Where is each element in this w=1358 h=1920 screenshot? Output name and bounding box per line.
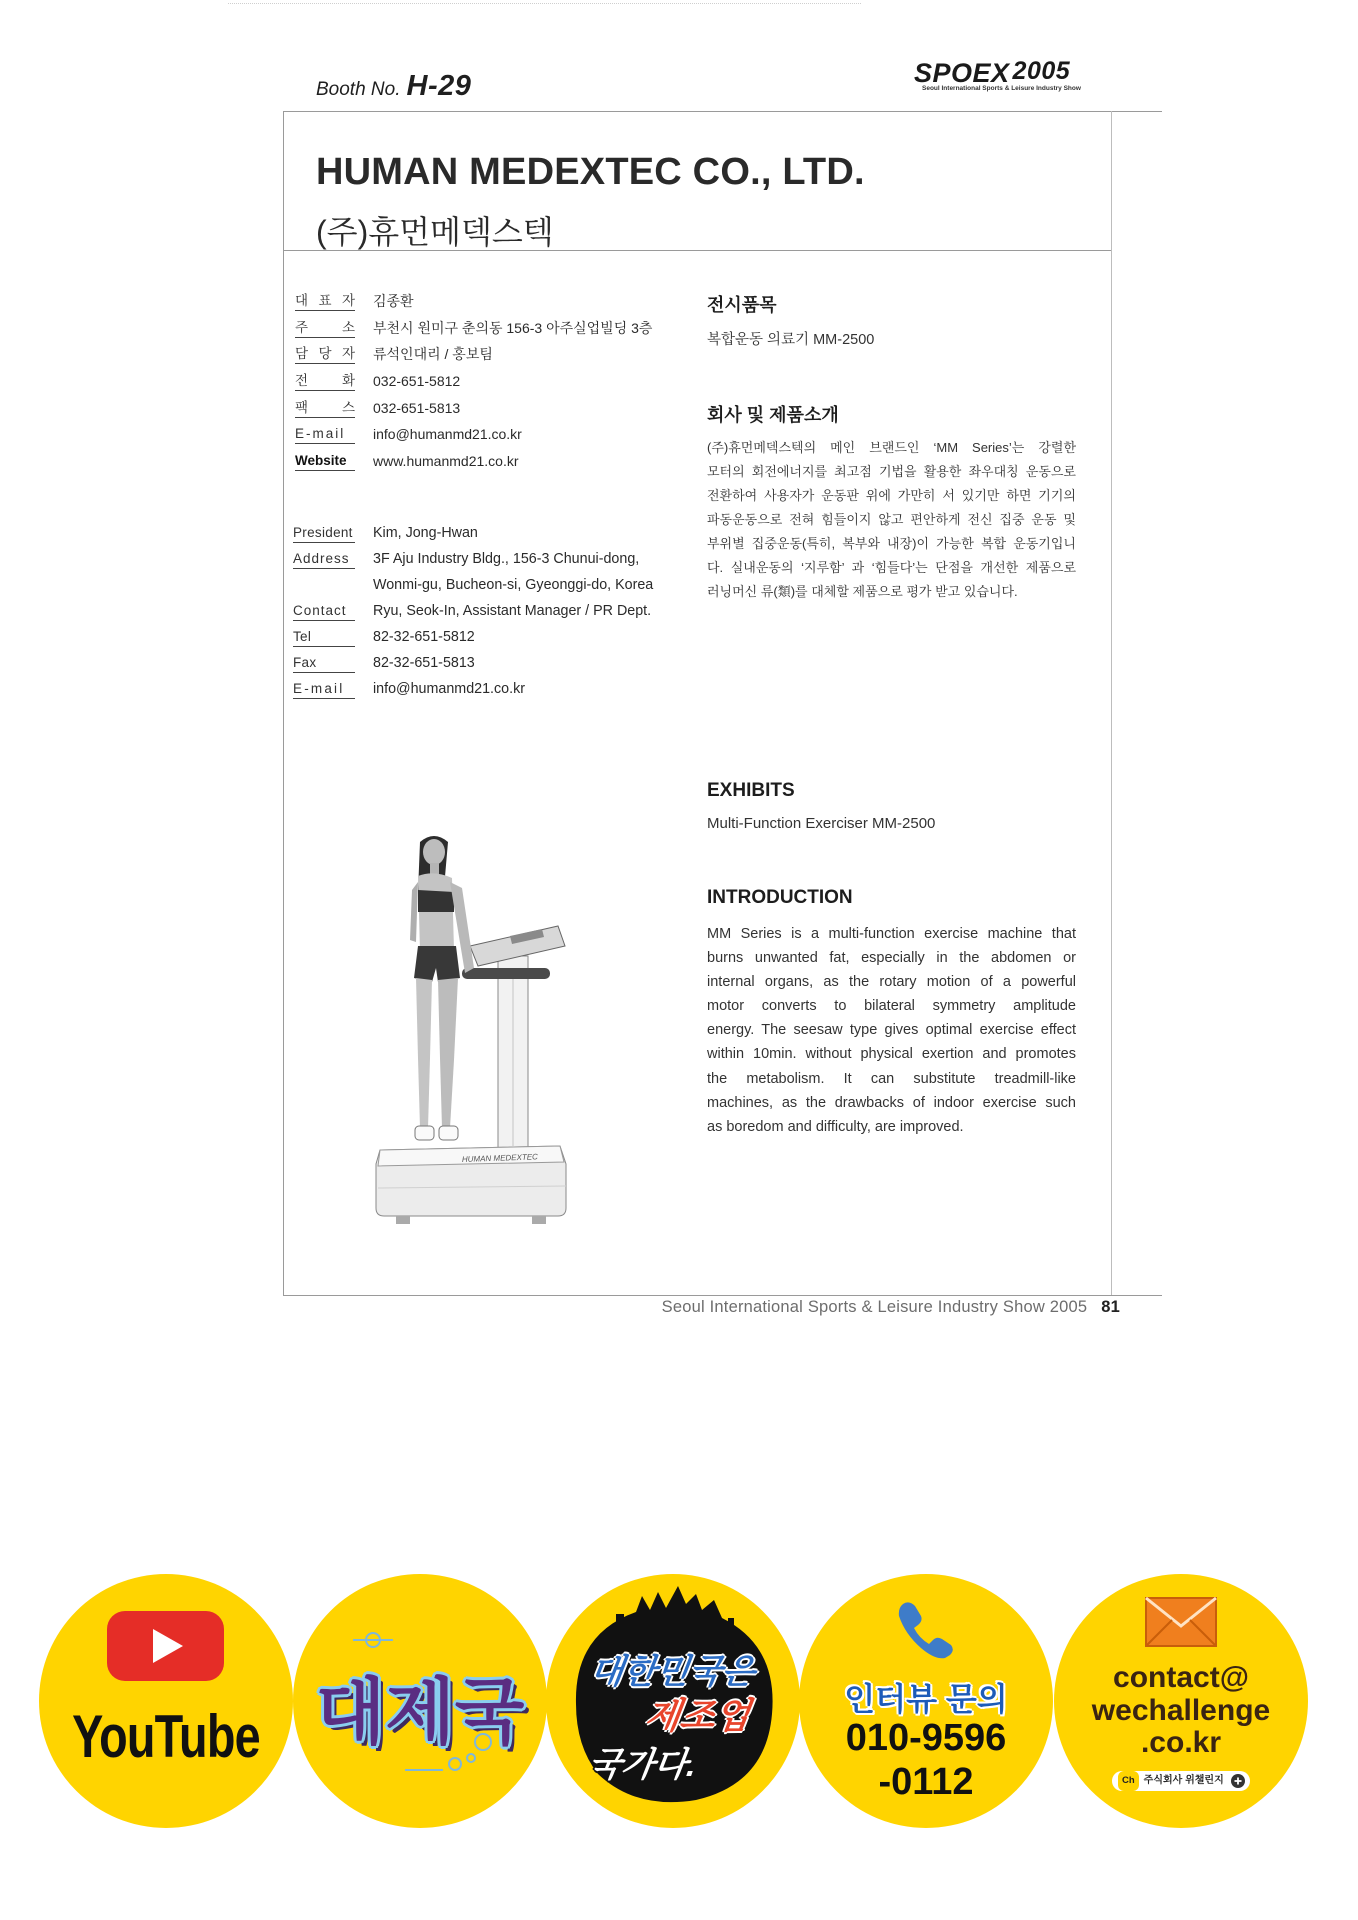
info-label: Fax (293, 653, 355, 673)
info-value-website: www.humanmd21.co.kr (373, 453, 519, 470)
phone-number-line-2: -0112 (878, 1761, 974, 1803)
manufacturing-button[interactable] (546, 1574, 800, 1828)
info-label: Tel (293, 627, 355, 647)
paragraph-line: 파동운동으로 전혀 힘들이지 않고 편안하게 전신 집중 운동 및 (707, 512, 1076, 527)
info-value: 부천시 원미구 춘의동 156-3 아주실업빌딩 3층 (373, 319, 653, 336)
info-row (293, 572, 693, 598)
exhibits-en-heading: EXHIBITS (707, 780, 795, 801)
info-label: Website (295, 451, 355, 471)
info-value-email: info@humanmd21.co.kr (373, 681, 525, 697)
booth-label: Booth No. (316, 79, 401, 100)
info-row (293, 650, 693, 676)
company-name-en: HUMAN MEDEXTEC CO., LTD. (316, 151, 865, 193)
paragraph-line: as boredom and difficulty, are improved. (707, 1118, 964, 1135)
exhibits-en-item: Multi-Function Exerciser MM-2500 (707, 815, 936, 832)
logo-brand: SPOEX (914, 58, 1010, 88)
info-label: 담 당 자 (295, 344, 355, 364)
footer-show-name: Seoul International Sports & Leisure Industry Show 2005 (661, 1298, 1088, 1316)
exhibits-ko-heading: 전시품목 (707, 295, 777, 315)
info-row (295, 288, 685, 315)
paragraph-line: energy. The seesaw type gives optimal exercise effect (707, 1022, 1076, 1039)
info-value: Kim, Jong-Hwan (373, 525, 478, 541)
phone-icon (895, 1598, 957, 1660)
bottom-rule (283, 1295, 1162, 1296)
paragraph-line: (주)휴먼메덱스텍의 메인 브랜드인 ‘MM Series’는 강렬한 (707, 440, 1076, 455)
intro-en-heading: INTRODUCTION (707, 887, 853, 908)
paragraph-line: 전환하여 사용자가 운동판 위에 가만히 서 있기만 하면 기기의 (707, 488, 1076, 503)
info-value-email: info@humanmd21.co.kr (373, 426, 522, 443)
info-row (295, 341, 685, 368)
info-row (295, 315, 685, 342)
info-row (293, 598, 693, 624)
paragraph-line: motor converts to bilateral symmetry amplitude (707, 998, 1076, 1015)
interview-button[interactable] (799, 1574, 1053, 1828)
info-value: 류석인대리 / 홍보팀 (373, 346, 493, 363)
paragraph-line: within 10min. without physical exertion and promotes (707, 1046, 1076, 1063)
spoex-logo (914, 58, 1106, 92)
info-value: 82-32-651-5812 (373, 629, 475, 645)
info-row (295, 368, 685, 395)
paragraph-line: the metabolism. It can substitute treadmill-like (707, 1070, 1076, 1087)
daejeguk-label: 대제국 (315, 1673, 525, 1753)
scan-edge-line (228, 3, 861, 4)
paragraph-line: 부위별 집중운동(특히, 복부와 내장)이 가능한 복합 운동기입니 (707, 536, 1076, 551)
info-row (293, 676, 693, 702)
email-line-2: wechallenge (1091, 1694, 1271, 1727)
booth-code: H-29 (406, 70, 472, 102)
manufacturing-line-2: 제조업 (642, 1695, 753, 1736)
play-button-icon (107, 1611, 224, 1681)
info-label: 주 소 (295, 318, 355, 338)
info-label: E-mail (295, 424, 355, 444)
daejeguk-button[interactable] (293, 1574, 547, 1828)
info-table-ko (295, 288, 685, 475)
manufacturing-line-3: 국가다. (585, 1746, 700, 1784)
info-label: Contact (293, 601, 355, 621)
logo-year: 2005 (1012, 57, 1071, 85)
machine-brand-label: HUMAN MEDEXTEC (461, 1152, 539, 1164)
info-value-continued: Wonmi-gu, Bucheon-si, Gyeonggi-do, Korea (373, 577, 654, 593)
info-row (293, 520, 693, 546)
info-table-en (293, 520, 693, 702)
channel-name: 주식회사 위챌린지 (1143, 1775, 1224, 1786)
youtube-button[interactable] (39, 1574, 293, 1828)
manufacturing-line-1: 대한민국은 (587, 1653, 758, 1691)
info-row (295, 448, 685, 475)
paragraph-line: burns unwanted fat, especially in the abdomen or (707, 950, 1076, 967)
info-label: Address (293, 549, 355, 569)
paragraph-line: machines, as the drawbacks of indoor exercise such (707, 1094, 1076, 1111)
info-label: 팩 스 (295, 398, 355, 418)
vibration-machine-illustration (370, 828, 582, 1243)
info-value: 김종환 (373, 293, 414, 309)
interview-title: 인터뷰 문의 (844, 1681, 1008, 1717)
product-photo (370, 828, 582, 1243)
intro-en-paragraph (707, 922, 1076, 1139)
envelope-icon (1144, 1596, 1218, 1648)
email-line-3: .co.kr (1140, 1726, 1222, 1759)
paragraph-line: 러닝머신 류(類)를 대체할 제품으로 평가 받고 있습니다. (707, 584, 1018, 599)
info-label: E-mail (293, 679, 355, 699)
info-value: 032-651-5813 (373, 399, 461, 416)
plus-circle-icon (1231, 1774, 1245, 1788)
top-rule (283, 111, 1162, 112)
paragraph-line: internal organs, as the rotary motion of a powerful (707, 974, 1076, 991)
info-value: Ryu, Seok-In, Assistant Manager / PR Dept. (373, 603, 652, 619)
booth-number (316, 70, 471, 103)
right-rule (1111, 111, 1112, 1295)
paragraph-line: MM Series is a multi-function exercise machine that (707, 926, 1076, 942)
contact-email-button[interactable] (1054, 1574, 1308, 1828)
info-value: 032-651-5812 (373, 373, 461, 390)
youtube-label: YouTube (72, 1703, 260, 1770)
info-value: 82-32-651-5813 (373, 655, 475, 671)
paragraph-line: 모터의 회전에너지를 최고점 기법을 활용한 좌우대칭 운동으로 (707, 464, 1076, 479)
paragraph-line: 다. 실내운동의 ‘지루함’ 과 ‘힘들다’는 단점을 개선한 제품으로 (707, 560, 1076, 575)
info-row (295, 395, 685, 422)
info-label: President (293, 523, 355, 543)
about-ko-heading: 회사 및 제품소개 (707, 405, 839, 425)
about-ko-paragraph (707, 436, 1076, 604)
page-footer (662, 1298, 1120, 1317)
exhibits-ko-item: 복합운동 의료기 MM-2500 (707, 332, 875, 348)
info-row (293, 546, 693, 572)
info-row (293, 624, 693, 650)
channel-prefix: Ch (1118, 1771, 1139, 1791)
page-number: 81 (1101, 1298, 1120, 1316)
info-label: 대 표 자 (295, 291, 355, 311)
kakao-channel-badge[interactable] (1112, 1771, 1250, 1791)
info-row (295, 421, 685, 448)
company-name-ko: (주)휴먼메덱스텍 (316, 214, 554, 250)
info-value: 3F Aju Industry Bldg., 156-3 Chunui-dong, (373, 551, 640, 567)
logo-subtitle: Seoul International Sports & Leisure Industry Show (922, 85, 1081, 92)
phone-number-line-1: 010-9596 (845, 1717, 1007, 1759)
email-line-1: contact@ (1113, 1661, 1249, 1694)
info-label: 전 화 (295, 371, 355, 391)
left-rule (283, 111, 284, 1295)
